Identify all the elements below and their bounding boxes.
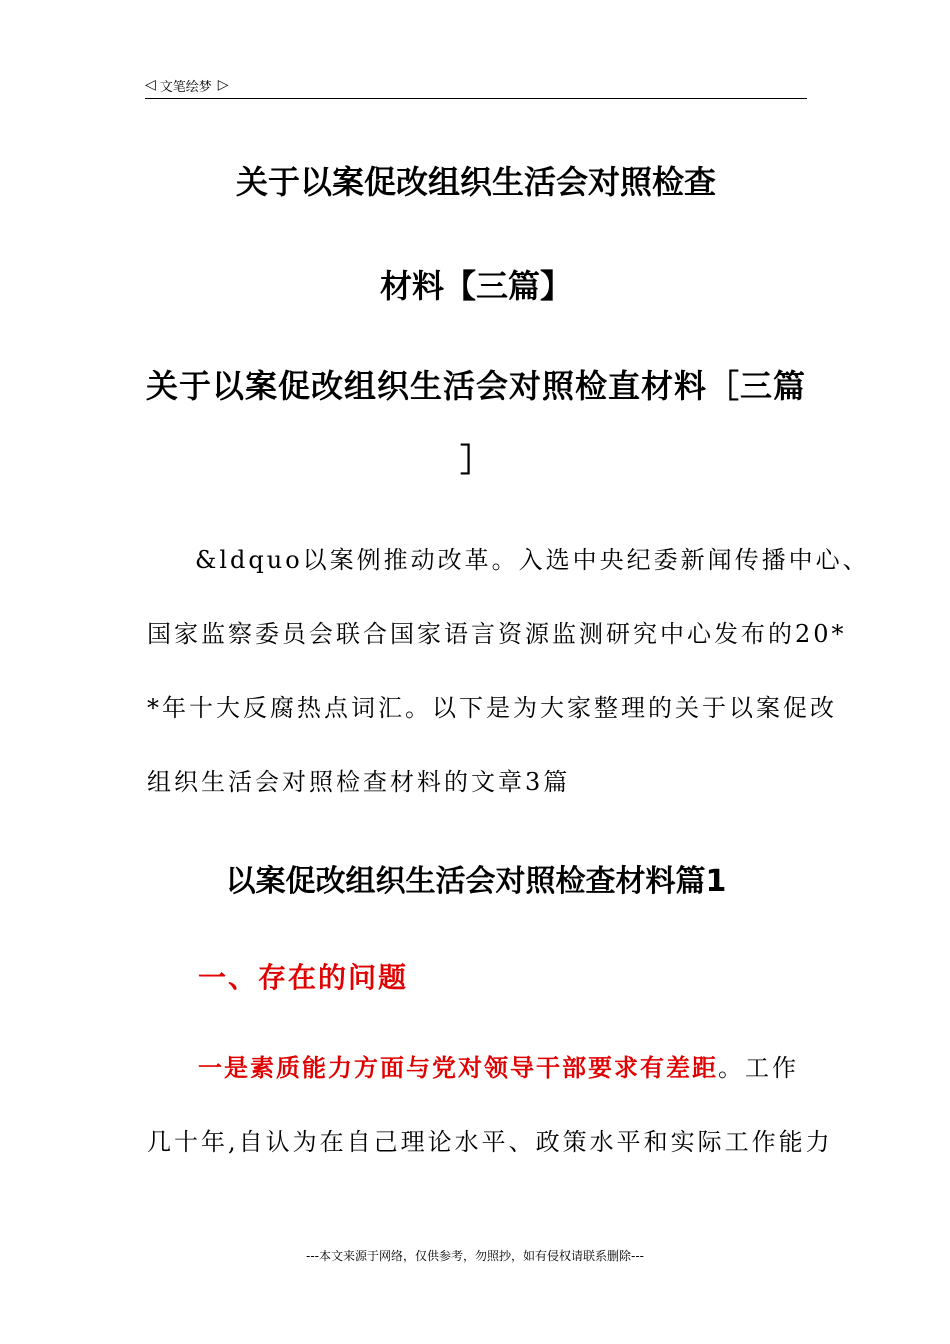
intro-line-2: 国家监察委员会联合国家语言资源监测研究中心发布的20* [147,620,847,648]
right-triangle-icon: ▷ [217,77,229,93]
document-subtitle-line-2: ］ [459,441,492,479]
intro-line-1: &ldquo以案例推动改革。入选中央纪委新闻传播中心、 [195,546,870,574]
highlight-text: 一是素质能力方面与党对领导干部要求有差距 [198,1054,718,1082]
document-header [145,72,807,98]
left-triangle-icon: ◁ [145,77,156,93]
footer-disclaimer: ---本文来源于网络，仅供参考，勿照抄，如有侵权请联系删除--- [306,1249,644,1263]
document-title-line-1: 关于以案促改组织生活会对照检查 [235,163,716,201]
intro-line-3: *年十大反腐热点词汇。以下是为大家整理的关于以案促改 [147,694,837,722]
paragraph-line-1 [198,1052,799,1084]
section-heading-problems: 一、存在的问题 [198,961,409,994]
intro-line-4: 组织生活会对照检查材料的文章3篇 [147,768,571,796]
document-subtitle-line-1: 关于以案促改组织生活会对照检直材料［三篇 [145,367,806,405]
paragraph-text: 。工作 [718,1054,799,1082]
header-brand: 文笔绘梦 [159,79,212,95]
document-title-line-2: 材料【三篇】 [379,267,572,305]
section-title: 以案促改组织生活会对照检查材料篇1 [225,864,727,899]
header-divider [145,98,807,99]
paragraph-line-2: 几十年,自认为在自己理论水平、政策水平和实际工作能力 [147,1128,833,1156]
